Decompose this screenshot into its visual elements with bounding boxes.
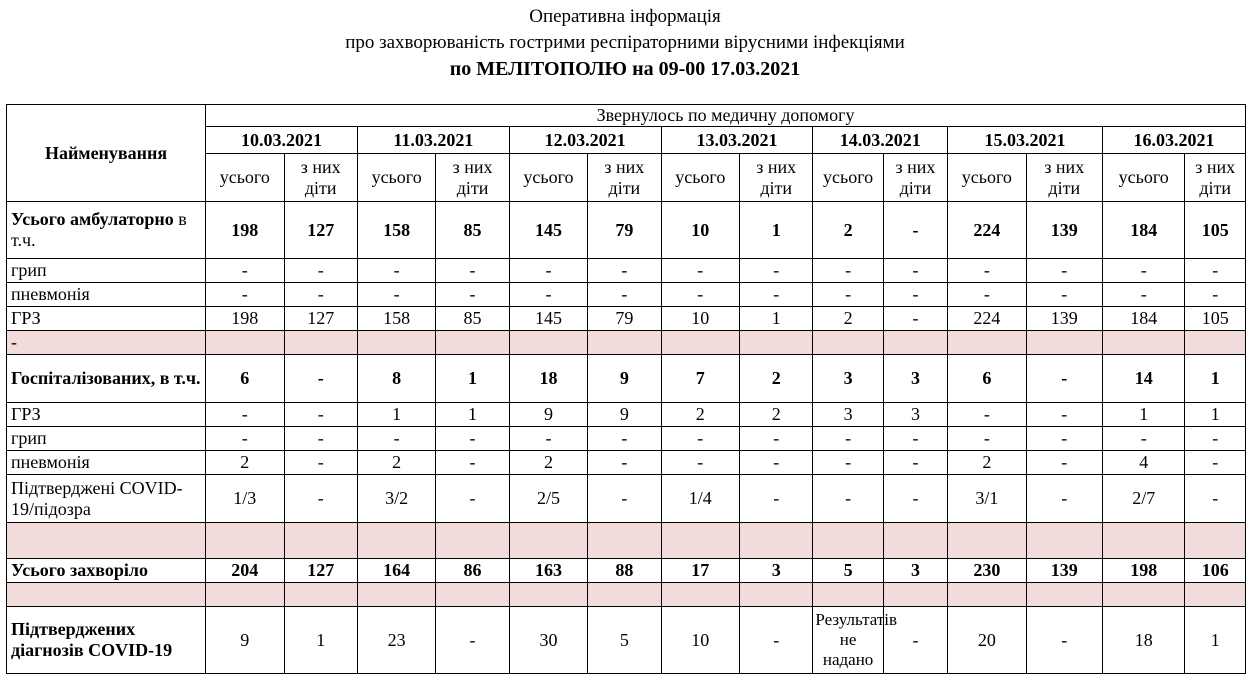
- table-cell: [1026, 331, 1102, 355]
- table-cell: 1/4: [661, 475, 739, 523]
- table-cell: 10: [661, 202, 739, 259]
- table-cell: -: [813, 427, 883, 451]
- table-cell: 6: [206, 355, 284, 403]
- table-cell: 1: [284, 607, 357, 674]
- table-cell: -: [357, 427, 435, 451]
- table-cell: -: [740, 475, 813, 523]
- table-cell: -: [740, 607, 813, 674]
- table-cell: 230: [948, 559, 1026, 583]
- table-cell: 9: [206, 607, 284, 674]
- table-cell: [588, 331, 661, 355]
- table-cell: 7: [661, 355, 739, 403]
- row-label: [7, 202, 206, 259]
- subheader-children: [436, 154, 509, 202]
- table-cell: [740, 583, 813, 607]
- table-cell: 1/3: [206, 475, 284, 523]
- subheader-children-line2: діти: [456, 177, 489, 198]
- table-cell: 79: [588, 307, 661, 331]
- table-cell: -: [1185, 427, 1246, 451]
- table-cell: [436, 583, 509, 607]
- table-cell: [357, 331, 435, 355]
- table-row: [7, 283, 1246, 307]
- table-cell: -: [740, 427, 813, 451]
- table-cell: 88: [588, 559, 661, 583]
- date-header: 12.03.2021: [509, 127, 661, 154]
- table-cell: -: [948, 259, 1026, 283]
- row-label: Підтверджені COVID-19/підозра: [7, 475, 206, 523]
- table-cell: 127: [284, 307, 357, 331]
- table-cell: 145: [509, 307, 587, 331]
- table-cell: 9: [509, 403, 587, 427]
- table-cell: 85: [436, 307, 509, 331]
- group-header: Звернулось по медичну допомогу: [206, 105, 1246, 127]
- subheader-total: усього: [813, 154, 883, 202]
- row-label-bold: Усього амбулаторно: [11, 209, 174, 229]
- table-cell: -: [1026, 283, 1102, 307]
- subheader-total: усього: [661, 154, 739, 202]
- table-cell: 18: [509, 355, 587, 403]
- table-cell: -: [1102, 427, 1184, 451]
- table-cell: -: [813, 259, 883, 283]
- table-cell: [661, 331, 739, 355]
- statistics-table: [6, 104, 1246, 674]
- table-cell: -: [509, 427, 587, 451]
- date-header: 10.03.2021: [206, 127, 358, 154]
- table-cell: -: [436, 427, 509, 451]
- table-row: [7, 427, 1246, 451]
- table-cell: -: [883, 451, 947, 475]
- table-cell: [436, 523, 509, 559]
- table-cell: -: [1026, 607, 1102, 674]
- table-cell: [740, 523, 813, 559]
- subheader-children-line1: з них: [1195, 156, 1236, 177]
- table-row: [7, 583, 1246, 607]
- table-cell: 184: [1102, 202, 1184, 259]
- table-row: [7, 403, 1246, 427]
- table-cell: Результатів не надано: [813, 607, 883, 674]
- date-header: 16.03.2021: [1102, 127, 1245, 154]
- table-cell: 79: [588, 202, 661, 259]
- table-cell: -: [206, 283, 284, 307]
- row-label: пневмонія: [7, 451, 206, 475]
- subheader-children-line1: з них: [1044, 156, 1085, 177]
- table-cell: [813, 331, 883, 355]
- table-cell: 9: [588, 355, 661, 403]
- table-cell: [661, 523, 739, 559]
- name-column-header: Найменування: [7, 105, 206, 202]
- table-cell: 2/5: [509, 475, 587, 523]
- table-cell: 2: [813, 202, 883, 259]
- table-cell: -: [740, 259, 813, 283]
- table-cell: -: [284, 355, 357, 403]
- subheader-children: [1185, 154, 1246, 202]
- table-cell: 14: [1102, 355, 1184, 403]
- subheader-children-line1: з них: [300, 156, 341, 177]
- table-cell: [436, 331, 509, 355]
- table-cell: [813, 583, 883, 607]
- table-cell: -: [436, 607, 509, 674]
- table-cell: -: [813, 451, 883, 475]
- table-cell: -: [436, 451, 509, 475]
- table-cell: 198: [206, 307, 284, 331]
- group-header-row: [7, 105, 1246, 127]
- subheader-total: усього: [1102, 154, 1184, 202]
- table-cell: 23: [357, 607, 435, 674]
- table-cell: [509, 523, 587, 559]
- table-cell: [284, 331, 357, 355]
- table-cell: 106: [1185, 559, 1246, 583]
- table-cell: [588, 523, 661, 559]
- table-cell: -: [1102, 259, 1184, 283]
- subheader-children-line1: з них: [895, 156, 936, 177]
- table-cell: [206, 523, 284, 559]
- table-cell: [883, 331, 947, 355]
- table-cell: 1: [357, 403, 435, 427]
- table-cell: -: [206, 427, 284, 451]
- table-cell: 139: [1026, 307, 1102, 331]
- table-cell: -: [883, 283, 947, 307]
- table-row: [7, 559, 1246, 583]
- table-cell: -: [588, 427, 661, 451]
- table-cell: 158: [357, 307, 435, 331]
- table-cell: -: [740, 451, 813, 475]
- table-cell: -: [509, 259, 587, 283]
- table-cell: -: [284, 403, 357, 427]
- table-cell: -: [206, 259, 284, 283]
- table-cell: 3: [813, 403, 883, 427]
- table-cell: 1: [1185, 607, 1246, 674]
- table-cell: -: [588, 451, 661, 475]
- table-cell: -: [740, 283, 813, 307]
- table-cell: [357, 523, 435, 559]
- table-cell: 1: [1102, 403, 1184, 427]
- table-cell: -: [436, 475, 509, 523]
- row-label: ГРЗ: [7, 307, 206, 331]
- table-cell: -: [206, 403, 284, 427]
- subheader-total: усього: [509, 154, 587, 202]
- table-cell: -: [1026, 259, 1102, 283]
- doc-title-line2: про захворюваність гострими респіраторними вірусними інфекціями: [345, 32, 905, 53]
- table-cell: -: [661, 427, 739, 451]
- subheader-children: [588, 154, 661, 202]
- table-cell: -: [357, 283, 435, 307]
- table-cell: 5: [813, 559, 883, 583]
- table-cell: [206, 331, 284, 355]
- row-label: Підтверджених діагнозів COVID-19: [7, 607, 206, 674]
- table-cell: 3: [883, 355, 947, 403]
- table-cell: -: [661, 451, 739, 475]
- table-cell: -: [588, 475, 661, 523]
- table-cell: [1102, 523, 1184, 559]
- table-cell: [284, 583, 357, 607]
- table-cell: -: [284, 259, 357, 283]
- row-label: Госпіталізованих, в т.ч.: [7, 355, 206, 403]
- row-label: Усього захворіло: [7, 559, 206, 583]
- table-cell: -: [284, 283, 357, 307]
- table-cell: 18: [1102, 607, 1184, 674]
- table-cell: 158: [357, 202, 435, 259]
- table-cell: -: [1026, 403, 1102, 427]
- table-cell: [948, 331, 1026, 355]
- row-label: ГРЗ: [7, 403, 206, 427]
- subheader-children-line1: з них: [604, 156, 645, 177]
- doc-title-line3: по МЕЛІТОПОЛЮ на 09-00 17.03.2021: [449, 58, 801, 80]
- table-cell: 8: [357, 355, 435, 403]
- table-cell: -: [1026, 427, 1102, 451]
- table-cell: [813, 523, 883, 559]
- table-cell: 2: [661, 403, 739, 427]
- table-cell: [948, 523, 1026, 559]
- table-cell: [1185, 331, 1246, 355]
- table-cell: -: [1185, 283, 1246, 307]
- table-cell: [509, 583, 587, 607]
- table-cell: 30: [509, 607, 587, 674]
- table-cell: [740, 331, 813, 355]
- table-cell: -: [883, 202, 947, 259]
- table-cell: -: [883, 607, 947, 674]
- date-header: 11.03.2021: [357, 127, 509, 154]
- table-cell: -: [509, 283, 587, 307]
- table-cell: 86: [436, 559, 509, 583]
- subheader-total: усього: [206, 154, 284, 202]
- table-cell: 1: [436, 355, 509, 403]
- table-cell: -: [588, 283, 661, 307]
- date-header: 13.03.2021: [661, 127, 813, 154]
- row-label-rest: в т.ч.: [11, 209, 187, 250]
- subheader-children-line2: діти: [760, 177, 793, 198]
- subheader-children-line2: діти: [1048, 177, 1081, 198]
- row-label: пневмонія: [7, 283, 206, 307]
- table-cell: 5: [588, 607, 661, 674]
- table-row: [7, 259, 1246, 283]
- table-cell: 105: [1185, 202, 1246, 259]
- table-cell: -: [284, 451, 357, 475]
- table-row: [7, 331, 1246, 355]
- table-cell: 127: [284, 559, 357, 583]
- table-cell: 2: [813, 307, 883, 331]
- table-cell: 2: [740, 403, 813, 427]
- table-cell: -: [883, 427, 947, 451]
- table-row: [7, 307, 1246, 331]
- table-cell: 85: [436, 202, 509, 259]
- table-cell: -: [661, 283, 739, 307]
- table-row: [7, 607, 1246, 674]
- table-cell: 2: [357, 451, 435, 475]
- table-cell: [206, 583, 284, 607]
- date-header: 14.03.2021: [813, 127, 948, 154]
- table-cell: 4: [1102, 451, 1184, 475]
- table-cell: -: [436, 259, 509, 283]
- table-cell: 1: [1185, 403, 1246, 427]
- table-cell: 164: [357, 559, 435, 583]
- table-cell: 1: [740, 202, 813, 259]
- table-cell: 224: [948, 202, 1026, 259]
- table-cell: -: [948, 403, 1026, 427]
- table-cell: -: [1185, 451, 1246, 475]
- subheader-children-line1: з них: [756, 156, 797, 177]
- row-label: [7, 583, 206, 607]
- table-cell: 139: [1026, 559, 1102, 583]
- table-cell: 145: [509, 202, 587, 259]
- table-cell: [948, 583, 1026, 607]
- table-row: [7, 451, 1246, 475]
- table-cell: 1: [740, 307, 813, 331]
- table-cell: [509, 331, 587, 355]
- table-cell: -: [284, 475, 357, 523]
- table-cell: [1026, 583, 1102, 607]
- table-cell: 105: [1185, 307, 1246, 331]
- table-cell: -: [1102, 283, 1184, 307]
- table-cell: 2: [509, 451, 587, 475]
- table-cell: 3: [813, 355, 883, 403]
- table-cell: [1185, 523, 1246, 559]
- subheader-total: усього: [948, 154, 1026, 202]
- table-cell: 9: [588, 403, 661, 427]
- table-cell: [284, 523, 357, 559]
- subheader-children: [883, 154, 947, 202]
- table-cell: [1102, 331, 1184, 355]
- table-cell: -: [813, 475, 883, 523]
- table-cell: [1026, 523, 1102, 559]
- row-label: грип: [7, 427, 206, 451]
- doc-title-line1: Оперативна інформація: [529, 6, 721, 27]
- table-cell: 2: [740, 355, 813, 403]
- table-cell: -: [883, 475, 947, 523]
- table-cell: 224: [948, 307, 1026, 331]
- table-cell: 163: [509, 559, 587, 583]
- table-cell: -: [1185, 259, 1246, 283]
- table-cell: 3/2: [357, 475, 435, 523]
- table-row: [7, 475, 1246, 523]
- subheader-children-line2: діти: [899, 177, 932, 198]
- table-cell: -: [1026, 475, 1102, 523]
- table-cell: 1: [1185, 355, 1246, 403]
- table-cell: 6: [948, 355, 1026, 403]
- table-cell: -: [883, 259, 947, 283]
- table-cell: 198: [206, 202, 284, 259]
- table-cell: -: [1026, 451, 1102, 475]
- table-cell: 3: [883, 403, 947, 427]
- table-cell: -: [813, 283, 883, 307]
- table-cell: 198: [1102, 559, 1184, 583]
- table-row: [7, 202, 1246, 259]
- table-cell: 3/1: [948, 475, 1026, 523]
- table-cell: 20: [948, 607, 1026, 674]
- table-row: [7, 523, 1246, 559]
- subheader-children-line1: з них: [452, 156, 493, 177]
- table-cell: [1185, 583, 1246, 607]
- table-cell: 3: [883, 559, 947, 583]
- subheader-children-line2: діти: [608, 177, 641, 198]
- table-cell: -: [588, 259, 661, 283]
- table-cell: [357, 583, 435, 607]
- table-cell: [883, 583, 947, 607]
- table-cell: 10: [661, 307, 739, 331]
- subheader-children-line2: діти: [1199, 177, 1232, 198]
- table-cell: 204: [206, 559, 284, 583]
- row-label: грип: [7, 259, 206, 283]
- table-cell: [1102, 583, 1184, 607]
- subheader-total: усього: [357, 154, 435, 202]
- table-cell: 2: [948, 451, 1026, 475]
- subheader-children: [1026, 154, 1102, 202]
- table-cell: [883, 523, 947, 559]
- table-cell: [588, 583, 661, 607]
- table-cell: 1: [436, 403, 509, 427]
- table-cell: 139: [1026, 202, 1102, 259]
- table-cell: 17: [661, 559, 739, 583]
- subheader-children-line2: діти: [304, 177, 337, 198]
- subheader-children: [284, 154, 357, 202]
- table-cell: -: [436, 283, 509, 307]
- table-cell: -: [883, 307, 947, 331]
- table-cell: 10: [661, 607, 739, 674]
- table-cell: -: [1185, 475, 1246, 523]
- subheader-children: [740, 154, 813, 202]
- table-cell: 2/7: [1102, 475, 1184, 523]
- date-header: 15.03.2021: [948, 127, 1103, 154]
- table-cell: -: [661, 259, 739, 283]
- table-cell: 2: [206, 451, 284, 475]
- table-cell: -: [1026, 355, 1102, 403]
- table-cell: 184: [1102, 307, 1184, 331]
- row-label: -: [7, 331, 206, 355]
- table-cell: -: [948, 283, 1026, 307]
- table-cell: -: [357, 259, 435, 283]
- row-label: [7, 523, 206, 559]
- table-cell: -: [948, 427, 1026, 451]
- table-cell: [661, 583, 739, 607]
- table-row: [7, 355, 1246, 403]
- table-cell: -: [284, 427, 357, 451]
- table-cell: 127: [284, 202, 357, 259]
- table-cell: 3: [740, 559, 813, 583]
